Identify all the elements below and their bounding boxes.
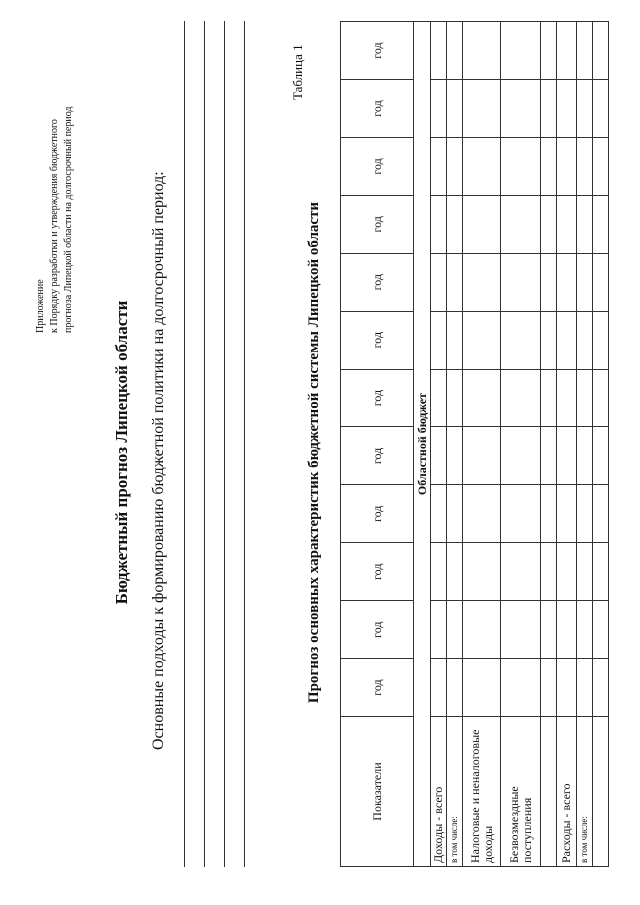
value-cell [541, 601, 557, 659]
appendix-line-2: к Порядку разработки и утверждения бюджетного [49, 119, 60, 333]
value-cell [593, 137, 609, 195]
value-cell [463, 253, 501, 311]
table-number: Таблица 1 [290, 44, 305, 100]
value-cell [557, 195, 577, 253]
year-header: год [341, 485, 414, 543]
document-title: Бюджетный прогноз Липецкой области [112, 300, 131, 605]
value-cell [463, 80, 501, 138]
table-header-row [341, 22, 414, 867]
table-row [431, 22, 447, 867]
value-cell [431, 659, 447, 717]
year-header: год [341, 543, 414, 601]
section-row [414, 22, 431, 867]
approaches-heading: Основные подходы к формированию бюджетной политики на долгосрочный период: [150, 171, 167, 750]
value-cell [541, 137, 557, 195]
value-cell [577, 22, 593, 80]
value-cell [593, 369, 609, 427]
table-row [557, 22, 577, 867]
value-cell [593, 659, 609, 717]
value-cell [431, 369, 447, 427]
row-label: в том числе: [447, 717, 463, 867]
value-cell [431, 427, 447, 485]
year-header: год [341, 80, 414, 138]
value-cell [577, 195, 593, 253]
blank-line [184, 21, 185, 867]
value-cell [557, 22, 577, 80]
row-label: Доходы - всего [431, 717, 447, 867]
blank-line [244, 21, 245, 867]
value-cell [541, 253, 557, 311]
value-cell [593, 22, 609, 80]
value-cell [593, 601, 609, 659]
value-cell [447, 253, 463, 311]
value-cell [447, 601, 463, 659]
value-cell [431, 311, 447, 369]
value-cell [447, 311, 463, 369]
table-row [577, 22, 593, 867]
year-header: год [341, 22, 414, 80]
value-cell [501, 485, 541, 543]
year-header: год [341, 311, 414, 369]
value-cell [593, 311, 609, 369]
table-row [541, 22, 557, 867]
year-header: год [341, 369, 414, 427]
value-cell [431, 80, 447, 138]
value-cell [463, 485, 501, 543]
value-cell [501, 369, 541, 427]
value-cell [577, 369, 593, 427]
value-cell [447, 137, 463, 195]
value-cell [501, 253, 541, 311]
value-cell [541, 427, 557, 485]
forecast-table [340, 21, 609, 867]
value-cell [447, 369, 463, 427]
value-cell [557, 311, 577, 369]
year-header: год [341, 253, 414, 311]
value-cell [431, 137, 447, 195]
value-cell [501, 427, 541, 485]
value-cell [463, 137, 501, 195]
blank-line [224, 21, 225, 867]
value-cell [577, 543, 593, 601]
value-cell [577, 253, 593, 311]
value-cell [557, 80, 577, 138]
year-header: год [341, 601, 414, 659]
value-cell [501, 22, 541, 80]
row-label: Безвозмездные поступления [501, 717, 541, 867]
value-cell [463, 601, 501, 659]
value-cell [431, 601, 447, 659]
table-row [463, 22, 501, 867]
value-cell [541, 22, 557, 80]
value-cell [557, 253, 577, 311]
value-cell [501, 659, 541, 717]
value-cell [431, 22, 447, 80]
value-cell [577, 659, 593, 717]
table-row [501, 22, 541, 867]
value-cell [501, 311, 541, 369]
section-label: Областной бюджет [414, 22, 431, 867]
value-cell [463, 22, 501, 80]
row-label: в том числе: [577, 717, 593, 867]
value-cell [447, 659, 463, 717]
value-cell [541, 659, 557, 717]
value-cell [463, 311, 501, 369]
value-cell [577, 485, 593, 543]
year-header: год [341, 659, 414, 717]
value-cell [447, 22, 463, 80]
value-cell [557, 659, 577, 717]
value-cell [501, 137, 541, 195]
value-cell [501, 195, 541, 253]
value-cell [501, 543, 541, 601]
table-row [593, 22, 609, 867]
value-cell [593, 485, 609, 543]
value-cell [463, 659, 501, 717]
value-cell [593, 195, 609, 253]
value-cell [431, 195, 447, 253]
table-body [414, 22, 609, 867]
value-cell [463, 543, 501, 601]
appendix-line-3: прогноза Липецкой области на долгосрочный период [63, 106, 74, 333]
value-cell [577, 601, 593, 659]
value-cell [447, 543, 463, 601]
appendix-note [34, 23, 76, 333]
value-cell [431, 253, 447, 311]
value-cell [541, 485, 557, 543]
value-cell [541, 195, 557, 253]
value-cell [593, 543, 609, 601]
year-header: год [341, 195, 414, 253]
value-cell [541, 80, 557, 138]
value-cell [431, 485, 447, 543]
value-cell [541, 369, 557, 427]
value-cell [431, 543, 447, 601]
row-label: Налоговые и неналоговые доходы [463, 717, 501, 867]
value-cell [447, 195, 463, 253]
value-cell [463, 427, 501, 485]
value-cell [501, 601, 541, 659]
year-header: год [341, 137, 414, 195]
row-label [541, 717, 557, 867]
value-cell [541, 543, 557, 601]
indicator-header: Показатели [341, 717, 414, 867]
value-cell [447, 485, 463, 543]
value-cell [577, 137, 593, 195]
forecast-table-wrap [340, 21, 609, 867]
value-cell [593, 253, 609, 311]
value-cell [593, 427, 609, 485]
value-cell [463, 195, 501, 253]
value-cell [541, 311, 557, 369]
value-cell [557, 427, 577, 485]
value-cell [577, 427, 593, 485]
row-label: Расходы - всего [557, 717, 577, 867]
year-header: год [341, 427, 414, 485]
value-cell [557, 485, 577, 543]
value-cell [557, 601, 577, 659]
value-cell [557, 137, 577, 195]
row-label [593, 717, 609, 867]
value-cell [501, 80, 541, 138]
table-row [447, 22, 463, 867]
value-cell [557, 543, 577, 601]
blank-line [204, 21, 205, 867]
value-cell [447, 80, 463, 138]
value-cell [463, 369, 501, 427]
value-cell [577, 80, 593, 138]
forecast-title: Прогноз основных характеристик бюджетной системы Липецкой области [306, 201, 322, 704]
appendix-line-1: Приложение [35, 279, 46, 333]
value-cell [447, 427, 463, 485]
value-cell [557, 369, 577, 427]
value-cell [577, 311, 593, 369]
value-cell [593, 80, 609, 138]
